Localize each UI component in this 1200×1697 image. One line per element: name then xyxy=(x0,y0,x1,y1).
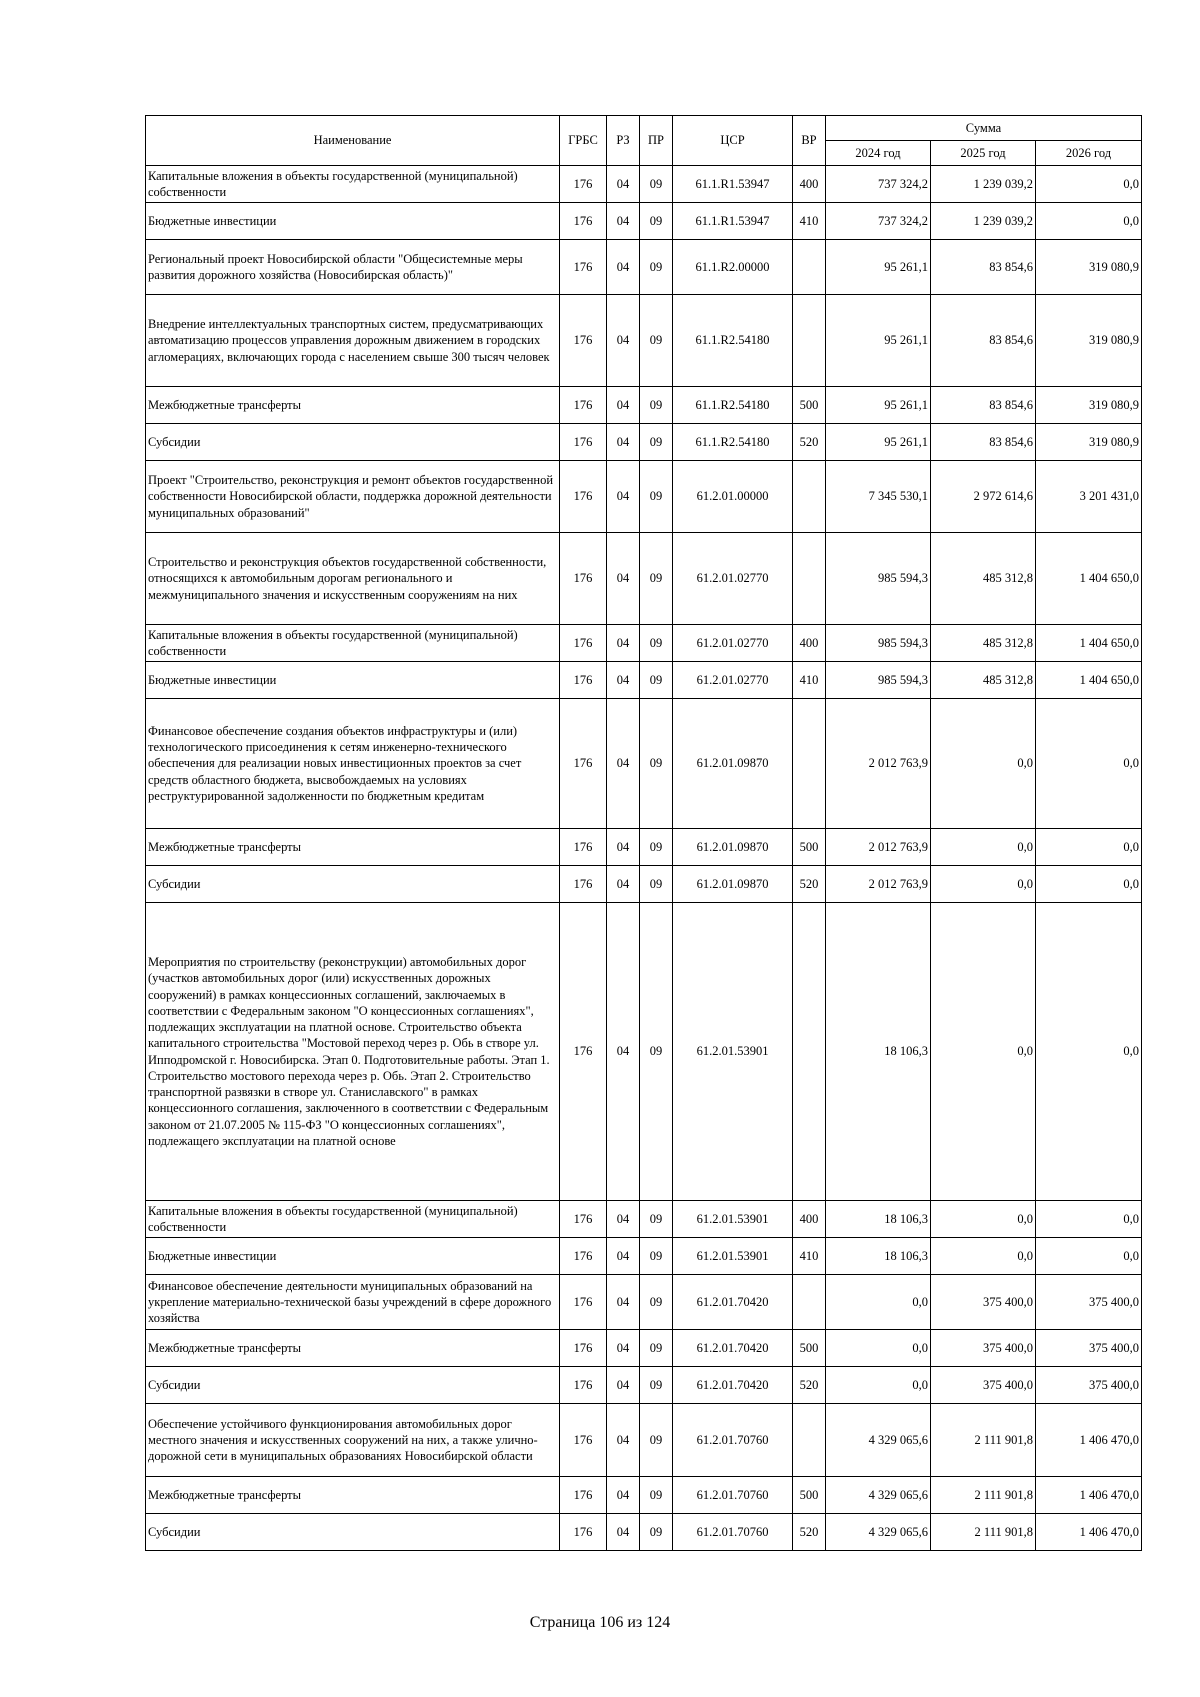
row-pr: 09 xyxy=(640,1367,673,1404)
row-csr: 61.1.R2.54180 xyxy=(673,295,793,387)
table-row xyxy=(146,662,1142,699)
row-pr: 09 xyxy=(640,1404,673,1477)
row-grbs: 176 xyxy=(560,903,607,1201)
row-pr: 09 xyxy=(640,1514,673,1551)
row-sum-2025: 485 312,8 xyxy=(931,533,1036,625)
row-pr: 09 xyxy=(640,1275,673,1330)
row-sum-2025: 0,0 xyxy=(931,866,1036,903)
row-name: Строительство и реконструкция объектов государственной собственности, относящихся к автомобильным дорогам регионального и межмуниципального значения и искусственным сооружениям на них xyxy=(146,533,560,625)
row-rz: 04 xyxy=(607,866,640,903)
table-row xyxy=(146,240,1142,295)
row-rz: 04 xyxy=(607,295,640,387)
row-sum-2024: 95 261,1 xyxy=(826,424,931,461)
row-sum-2024: 4 329 065,6 xyxy=(826,1404,931,1477)
table-row xyxy=(146,903,1142,1201)
row-vr: 520 xyxy=(793,866,826,903)
row-rz: 04 xyxy=(607,1477,640,1514)
row-csr: 61.1.R2.54180 xyxy=(673,424,793,461)
row-grbs: 176 xyxy=(560,1238,607,1275)
row-sum-2024: 4 329 065,6 xyxy=(826,1514,931,1551)
row-grbs: 176 xyxy=(560,240,607,295)
row-grbs: 176 xyxy=(560,625,607,662)
row-name: Проект "Строительство, реконструкция и ремонт объектов государственной собственности Новосибирской области, поддержка дорожной деятельности муниципальных образований" xyxy=(146,461,560,533)
row-sum-2024: 2 012 763,9 xyxy=(826,699,931,829)
row-sum-2025: 83 854,6 xyxy=(931,387,1036,424)
table-row xyxy=(146,625,1142,662)
row-sum-2026: 319 080,9 xyxy=(1036,424,1142,461)
table-row xyxy=(146,1238,1142,1275)
row-csr: 61.2.01.09870 xyxy=(673,829,793,866)
row-name: Субсидии xyxy=(146,1367,560,1404)
row-csr: 61.2.01.70760 xyxy=(673,1477,793,1514)
row-sum-2024: 95 261,1 xyxy=(826,387,931,424)
row-sum-2026: 375 400,0 xyxy=(1036,1275,1142,1330)
row-sum-2025: 83 854,6 xyxy=(931,424,1036,461)
row-vr xyxy=(793,240,826,295)
row-pr: 09 xyxy=(640,166,673,203)
row-vr: 520 xyxy=(793,424,826,461)
row-sum-2026: 0,0 xyxy=(1036,1201,1142,1238)
row-vr: 520 xyxy=(793,1367,826,1404)
row-rz: 04 xyxy=(607,903,640,1201)
table-row xyxy=(146,1514,1142,1551)
row-grbs: 176 xyxy=(560,699,607,829)
table-row xyxy=(146,866,1142,903)
row-pr: 09 xyxy=(640,240,673,295)
row-sum-2025: 375 400,0 xyxy=(931,1367,1036,1404)
row-csr: 61.1.R1.53947 xyxy=(673,166,793,203)
row-vr: 400 xyxy=(793,625,826,662)
row-sum-2025: 2 972 614,6 xyxy=(931,461,1036,533)
row-name: Бюджетные инвестиции xyxy=(146,662,560,699)
row-name: Финансовое обеспечение деятельности муниципальных образований на укрепление материально-технической базы учреждений в сфере дорожного хозяйства xyxy=(146,1275,560,1330)
row-vr: 500 xyxy=(793,1330,826,1367)
row-grbs: 176 xyxy=(560,1404,607,1477)
table-row xyxy=(146,699,1142,829)
row-sum-2025: 0,0 xyxy=(931,1238,1036,1275)
row-sum-2025: 0,0 xyxy=(931,699,1036,829)
row-grbs: 176 xyxy=(560,166,607,203)
table-row xyxy=(146,424,1142,461)
row-csr: 61.2.01.70760 xyxy=(673,1514,793,1551)
row-grbs: 176 xyxy=(560,1201,607,1238)
row-sum-2026: 0,0 xyxy=(1036,866,1142,903)
row-vr: 500 xyxy=(793,829,826,866)
table-body xyxy=(146,166,1142,1551)
row-grbs: 176 xyxy=(560,662,607,699)
row-csr: 61.1.R2.00000 xyxy=(673,240,793,295)
row-rz: 04 xyxy=(607,1514,640,1551)
row-vr xyxy=(793,461,826,533)
row-sum-2024: 0,0 xyxy=(826,1330,931,1367)
row-sum-2026: 1 404 650,0 xyxy=(1036,533,1142,625)
table-header xyxy=(146,116,1142,166)
row-sum-2024: 95 261,1 xyxy=(826,295,931,387)
row-csr: 61.2.01.00000 xyxy=(673,461,793,533)
row-grbs: 176 xyxy=(560,387,607,424)
row-sum-2024: 737 324,2 xyxy=(826,203,931,240)
row-sum-2026: 0,0 xyxy=(1036,829,1142,866)
row-pr: 09 xyxy=(640,662,673,699)
row-sum-2026: 319 080,9 xyxy=(1036,387,1142,424)
table-row xyxy=(146,387,1142,424)
row-vr: 520 xyxy=(793,1514,826,1551)
row-grbs: 176 xyxy=(560,424,607,461)
row-csr: 61.2.01.53901 xyxy=(673,903,793,1201)
row-sum-2024: 0,0 xyxy=(826,1367,931,1404)
row-name: Межбюджетные трансферты xyxy=(146,387,560,424)
row-pr: 09 xyxy=(640,295,673,387)
row-vr xyxy=(793,295,826,387)
row-rz: 04 xyxy=(607,662,640,699)
row-name: Субсидии xyxy=(146,866,560,903)
row-sum-2025: 2 111 901,8 xyxy=(931,1514,1036,1551)
row-pr: 09 xyxy=(640,1201,673,1238)
row-sum-2025: 0,0 xyxy=(931,829,1036,866)
row-sum-2026: 1 406 470,0 xyxy=(1036,1477,1142,1514)
row-sum-2026: 1 406 470,0 xyxy=(1036,1514,1142,1551)
row-name: Капитальные вложения в объекты государственной (муниципальной) собственности xyxy=(146,166,560,203)
row-rz: 04 xyxy=(607,533,640,625)
row-sum-2024: 985 594,3 xyxy=(826,625,931,662)
row-name: Бюджетные инвестиции xyxy=(146,1238,560,1275)
header-year-2026: 2026 год xyxy=(1036,141,1142,166)
row-sum-2026: 0,0 xyxy=(1036,203,1142,240)
row-grbs: 176 xyxy=(560,533,607,625)
row-name: Межбюджетные трансферты xyxy=(146,829,560,866)
header-vr: ВР xyxy=(793,116,826,166)
header-year-2025: 2025 год xyxy=(931,141,1036,166)
row-grbs: 176 xyxy=(560,461,607,533)
row-sum-2026: 3 201 431,0 xyxy=(1036,461,1142,533)
row-name: Субсидии xyxy=(146,424,560,461)
row-pr: 09 xyxy=(640,699,673,829)
row-vr: 500 xyxy=(793,387,826,424)
row-csr: 61.2.01.02770 xyxy=(673,625,793,662)
row-sum-2025: 83 854,6 xyxy=(931,295,1036,387)
row-vr xyxy=(793,699,826,829)
row-rz: 04 xyxy=(607,240,640,295)
row-vr xyxy=(793,1275,826,1330)
row-rz: 04 xyxy=(607,625,640,662)
row-sum-2026: 375 400,0 xyxy=(1036,1367,1142,1404)
row-csr: 61.2.01.70420 xyxy=(673,1330,793,1367)
row-sum-2026: 375 400,0 xyxy=(1036,1330,1142,1367)
table-row xyxy=(146,1404,1142,1477)
row-csr: 61.2.01.53901 xyxy=(673,1238,793,1275)
row-rz: 04 xyxy=(607,461,640,533)
table-row xyxy=(146,1275,1142,1330)
row-sum-2025: 375 400,0 xyxy=(931,1275,1036,1330)
table-row xyxy=(146,1367,1142,1404)
row-csr: 61.2.01.09870 xyxy=(673,866,793,903)
row-sum-2024: 95 261,1 xyxy=(826,240,931,295)
row-rz: 04 xyxy=(607,1275,640,1330)
row-name: Региональный проект Новосибирской области "Общесистемные меры развития дорожного хозяйства (Новосибирская область)" xyxy=(146,240,560,295)
table-row xyxy=(146,461,1142,533)
row-name: Финансовое обеспечение создания объектов инфраструктуры и (или) технологического присоединения к сетям инженерно-технического обеспечения для реализации новых инвестиционных проектов за счет средств областного бюджета, высвобождаемых на условиях реструктурированной задолженности по бюджетным кредитам xyxy=(146,699,560,829)
row-sum-2026: 0,0 xyxy=(1036,903,1142,1201)
row-grbs: 176 xyxy=(560,1367,607,1404)
header-pr: ПР xyxy=(640,116,673,166)
row-vr xyxy=(793,533,826,625)
header-grbs: ГРБС xyxy=(560,116,607,166)
row-grbs: 176 xyxy=(560,203,607,240)
row-name: Бюджетные инвестиции xyxy=(146,203,560,240)
table-row xyxy=(146,1330,1142,1367)
row-sum-2025: 375 400,0 xyxy=(931,1330,1036,1367)
row-rz: 04 xyxy=(607,699,640,829)
row-sum-2025: 485 312,8 xyxy=(931,662,1036,699)
table-row xyxy=(146,533,1142,625)
header-name: Наименование xyxy=(146,116,560,166)
row-name: Межбюджетные трансферты xyxy=(146,1330,560,1367)
row-sum-2025: 2 111 901,8 xyxy=(931,1404,1036,1477)
row-rz: 04 xyxy=(607,424,640,461)
row-rz: 04 xyxy=(607,1330,640,1367)
row-pr: 09 xyxy=(640,866,673,903)
row-pr: 09 xyxy=(640,1477,673,1514)
row-vr xyxy=(793,1404,826,1477)
header-csr: ЦСР xyxy=(673,116,793,166)
row-rz: 04 xyxy=(607,1404,640,1477)
header-rz: РЗ xyxy=(607,116,640,166)
row-csr: 61.1.R1.53947 xyxy=(673,203,793,240)
row-rz: 04 xyxy=(607,1201,640,1238)
row-sum-2026: 319 080,9 xyxy=(1036,295,1142,387)
row-rz: 04 xyxy=(607,1367,640,1404)
row-sum-2025: 0,0 xyxy=(931,903,1036,1201)
header-sum: Сумма xyxy=(826,116,1142,141)
row-sum-2025: 1 239 039,2 xyxy=(931,166,1036,203)
row-csr: 61.2.01.70420 xyxy=(673,1275,793,1330)
row-name: Межбюджетные трансферты xyxy=(146,1477,560,1514)
row-rz: 04 xyxy=(607,829,640,866)
row-pr: 09 xyxy=(640,903,673,1201)
row-pr: 09 xyxy=(640,829,673,866)
row-csr: 61.2.01.09870 xyxy=(673,699,793,829)
row-pr: 09 xyxy=(640,461,673,533)
row-rz: 04 xyxy=(607,166,640,203)
table-row xyxy=(146,829,1142,866)
row-name: Капитальные вложения в объекты государственной (муниципальной) собственности xyxy=(146,625,560,662)
row-name: Мероприятия по строительству (реконструкции) автомобильных дорог (участков автомобильных дорог (или) искусственных дорожных сооружений) в рамках концессионных соглашений, заключаемых в соответствии с Федеральным законом "О концессионных соглашениях", подлежащих эксплуатации на платной основе. Строительство объекта капитального строительства "Мостовой переход через р. Обь в створе ул. Ипподромской г. Новосибирска. Этап 0. Подготовительные работы. Этап 1. Строительство мостового перехода через р. Обь. Этап 2. Строительство транспортной развязки в створе ул. Станиславского" в рамках концессионного соглашения, заключенного в соответствии с Федеральным законом от 21.07.2005 № 115-ФЗ "О концессионных соглашениях", подлежащего эксплуатации на платной основе xyxy=(146,903,560,1201)
row-sum-2024: 18 106,3 xyxy=(826,903,931,1201)
row-sum-2024: 2 012 763,9 xyxy=(826,829,931,866)
table-row xyxy=(146,1477,1142,1514)
row-sum-2024: 0,0 xyxy=(826,1275,931,1330)
row-sum-2026: 0,0 xyxy=(1036,699,1142,829)
row-sum-2025: 83 854,6 xyxy=(931,240,1036,295)
row-pr: 09 xyxy=(640,1330,673,1367)
row-grbs: 176 xyxy=(560,1514,607,1551)
header-year-2024: 2024 год xyxy=(826,141,931,166)
row-pr: 09 xyxy=(640,203,673,240)
row-rz: 04 xyxy=(607,203,640,240)
row-vr: 400 xyxy=(793,1201,826,1238)
row-csr: 61.2.01.70420 xyxy=(673,1367,793,1404)
row-grbs: 176 xyxy=(560,829,607,866)
row-vr: 500 xyxy=(793,1477,826,1514)
row-name: Капитальные вложения в объекты государственной (муниципальной) собственности xyxy=(146,1201,560,1238)
row-pr: 09 xyxy=(640,424,673,461)
table-row xyxy=(146,1201,1142,1238)
row-grbs: 176 xyxy=(560,295,607,387)
row-sum-2025: 2 111 901,8 xyxy=(931,1477,1036,1514)
page-number: Страница 106 из 124 xyxy=(529,1614,671,1631)
row-sum-2025: 485 312,8 xyxy=(931,625,1036,662)
table-row xyxy=(146,166,1142,203)
row-sum-2026: 1 406 470,0 xyxy=(1036,1404,1142,1477)
row-sum-2026: 0,0 xyxy=(1036,166,1142,203)
row-sum-2024: 2 012 763,9 xyxy=(826,866,931,903)
row-sum-2024: 4 329 065,6 xyxy=(826,1477,931,1514)
row-grbs: 176 xyxy=(560,1330,607,1367)
row-vr: 410 xyxy=(793,1238,826,1275)
row-csr: 61.2.01.02770 xyxy=(673,533,793,625)
row-sum-2024: 18 106,3 xyxy=(826,1201,931,1238)
row-pr: 09 xyxy=(640,625,673,662)
table-row xyxy=(146,203,1142,240)
row-sum-2024: 737 324,2 xyxy=(826,166,931,203)
row-rz: 04 xyxy=(607,1238,640,1275)
row-csr: 61.2.01.53901 xyxy=(673,1201,793,1238)
row-csr: 61.2.01.70760 xyxy=(673,1404,793,1477)
row-vr xyxy=(793,903,826,1201)
row-name: Субсидии xyxy=(146,1514,560,1551)
row-sum-2024: 985 594,3 xyxy=(826,533,931,625)
row-sum-2026: 319 080,9 xyxy=(1036,240,1142,295)
row-rz: 04 xyxy=(607,387,640,424)
row-sum-2025: 1 239 039,2 xyxy=(931,203,1036,240)
row-sum-2026: 1 404 650,0 xyxy=(1036,625,1142,662)
row-grbs: 176 xyxy=(560,1477,607,1514)
row-vr: 410 xyxy=(793,662,826,699)
row-name: Обеспечение устойчивого функционирования автомобильных дорог местного значения и искусственных сооружений на них, а также улично-дорожной сети в муниципальных образованиях Новосибирской области xyxy=(146,1404,560,1477)
row-grbs: 176 xyxy=(560,866,607,903)
row-vr: 410 xyxy=(793,203,826,240)
row-sum-2026: 1 404 650,0 xyxy=(1036,662,1142,699)
row-sum-2024: 985 594,3 xyxy=(826,662,931,699)
row-csr: 61.2.01.02770 xyxy=(673,662,793,699)
row-pr: 09 xyxy=(640,387,673,424)
row-pr: 09 xyxy=(640,1238,673,1275)
table-row xyxy=(146,295,1142,387)
row-sum-2024: 18 106,3 xyxy=(826,1238,931,1275)
row-csr: 61.1.R2.54180 xyxy=(673,387,793,424)
budget-table xyxy=(145,115,1142,1551)
row-pr: 09 xyxy=(640,533,673,625)
row-sum-2024: 7 345 530,1 xyxy=(826,461,931,533)
row-sum-2026: 0,0 xyxy=(1036,1238,1142,1275)
row-name: Внедрение интеллектуальных транспортных систем, предусматривающих автоматизацию процессов управления дорожным движением в городских агломерациях, включающих города с населением свыше 300 тысяч человек xyxy=(146,295,560,387)
row-vr: 400 xyxy=(793,166,826,203)
row-sum-2025: 0,0 xyxy=(931,1201,1036,1238)
row-grbs: 176 xyxy=(560,1275,607,1330)
